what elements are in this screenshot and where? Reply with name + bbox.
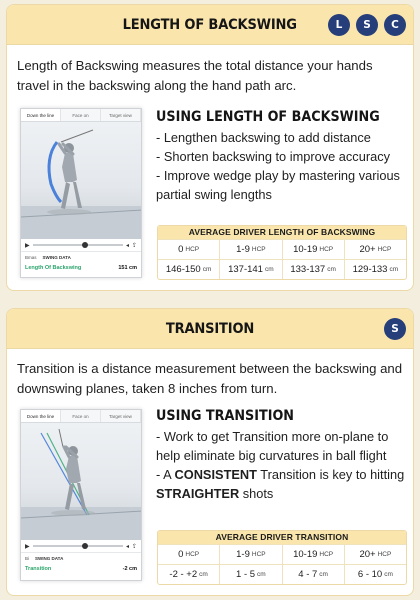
usage-heading: USING LENGTH OF BACKSWING bbox=[156, 109, 380, 125]
table-cell: 10-19 HCP bbox=[283, 240, 345, 259]
transition-card bbox=[6, 308, 414, 596]
frame-icon[interactable]: ◂ bbox=[125, 543, 129, 550]
intro-text: Transition is a distance measurement between the backswing and downswing planes, taken 8 inches from turn. bbox=[17, 361, 403, 396]
scrub-handle[interactable] bbox=[82, 242, 88, 248]
tab-target-view[interactable]: Target view bbox=[101, 410, 141, 422]
golfer-figure bbox=[21, 423, 142, 540]
intro-text: Length of Backswing measures the total distance your hands travel in the backswing along the hand path arc. bbox=[17, 58, 373, 93]
average-table bbox=[157, 225, 407, 280]
metric-value: 151 cm bbox=[118, 265, 137, 271]
badge-c: C bbox=[384, 14, 406, 36]
backswing-plane-line bbox=[41, 433, 87, 515]
metric-row[interactable] bbox=[25, 566, 137, 572]
table-cell: -2 - +2 cm bbox=[158, 565, 220, 584]
table-header-row bbox=[158, 544, 406, 564]
play-icon[interactable]: ▶ bbox=[25, 242, 30, 249]
usage-block bbox=[156, 408, 407, 503]
table-cell: 20+ HCP bbox=[359, 549, 392, 560]
bullet-item: - Shorten backswing to improve accuracy bbox=[156, 149, 390, 164]
scrub-handle[interactable] bbox=[82, 543, 88, 549]
badge-group bbox=[328, 14, 406, 36]
table-cell: 133-137 cm bbox=[283, 260, 345, 279]
app-screenshot bbox=[20, 108, 142, 278]
bullet-item: - Lengthen backswing to add distance bbox=[156, 130, 371, 145]
tab-face-on[interactable]: Face on bbox=[61, 109, 101, 121]
share-icon[interactable]: ⇪ bbox=[131, 242, 137, 249]
table-cell: 1-9 HCP bbox=[220, 240, 282, 259]
card-header bbox=[7, 309, 413, 349]
tab-face-on[interactable]: Face on bbox=[61, 410, 101, 422]
tab-target-view[interactable]: Target view bbox=[101, 109, 141, 121]
bullet-item: - A CONSISTENT Transition is key to hitting STRAIGHTER shots bbox=[156, 467, 405, 501]
player-label: Bmas bbox=[25, 255, 37, 260]
app-screenshot bbox=[20, 409, 142, 581]
usage-block bbox=[156, 109, 407, 204]
badge-s: S bbox=[384, 318, 406, 340]
golfer-3d-view bbox=[21, 423, 141, 540]
table-title: AVERAGE DRIVER TRANSITION bbox=[158, 531, 406, 544]
badge-s: S bbox=[356, 14, 378, 36]
playback-bar bbox=[21, 239, 141, 251]
tab-down-the-line[interactable]: Down the line bbox=[21, 109, 61, 121]
card-title: LENGTH OF BACKSWING bbox=[122, 16, 298, 33]
table-cell: 0 HCP bbox=[158, 545, 220, 564]
card-header bbox=[7, 5, 413, 45]
hand-path-arc bbox=[49, 142, 61, 202]
length-of-backswing-card bbox=[6, 4, 414, 291]
golfer-3d-view bbox=[21, 122, 141, 239]
table-value-row bbox=[158, 564, 406, 584]
metric-name: Length Of Backswing bbox=[25, 265, 82, 271]
view-tabs bbox=[21, 410, 141, 423]
table-cell: 10-19 HCP bbox=[283, 545, 345, 564]
badge-l: L bbox=[328, 14, 350, 36]
usage-heading: USING TRANSITION bbox=[156, 408, 294, 424]
playback-bar bbox=[21, 540, 141, 552]
table-cell: 137-141 cm bbox=[220, 260, 282, 279]
badge-group bbox=[384, 318, 406, 340]
view-tabs bbox=[21, 109, 141, 122]
metric-value: -2 cm bbox=[122, 566, 137, 572]
player-label: Bi bbox=[25, 556, 30, 561]
table-value-row bbox=[158, 259, 406, 279]
play-icon[interactable]: ▶ bbox=[25, 543, 30, 550]
swing-data-label: SWING DATA bbox=[42, 255, 71, 260]
table-cell: 1-9 HCP bbox=[220, 545, 282, 564]
table-cell: 6 - 10 cm bbox=[357, 569, 393, 580]
usage-bullets bbox=[156, 427, 407, 503]
table-cell: 0 HCP bbox=[158, 240, 220, 259]
bullet-item: - Work to get Transition more on-plane to help eliminate big curvatures in ball flight bbox=[156, 429, 389, 463]
average-table bbox=[157, 530, 407, 585]
table-header-row bbox=[158, 239, 406, 259]
table-cell: 4 - 7 cm bbox=[283, 565, 345, 584]
metric-name: Transition bbox=[25, 566, 52, 572]
usage-bullets bbox=[156, 128, 407, 204]
frame-icon[interactable]: ◂ bbox=[125, 242, 129, 249]
tab-down-the-line[interactable]: Down the line bbox=[21, 410, 61, 422]
table-cell: 129-133 cm bbox=[352, 264, 399, 275]
table-cell: 1 - 5 cm bbox=[220, 565, 282, 584]
scrub-track[interactable] bbox=[33, 244, 123, 246]
table-cell: 20+ HCP bbox=[359, 244, 392, 255]
swing-data-header bbox=[21, 552, 141, 564]
card-title: TRANSITION bbox=[165, 320, 255, 337]
table-title: AVERAGE DRIVER LENGTH OF BACKSWING bbox=[158, 226, 406, 239]
swing-data-header bbox=[21, 251, 141, 263]
bullet-item: - Improve wedge play by mastering various partial swing lengths bbox=[156, 168, 400, 202]
golfer-figure bbox=[21, 122, 142, 239]
metric-row[interactable] bbox=[25, 265, 137, 271]
table-cell: 146-150 cm bbox=[158, 260, 220, 279]
scrub-track[interactable] bbox=[33, 545, 123, 547]
swing-data-label: SWING DATA bbox=[35, 556, 64, 561]
share-icon[interactable]: ⇪ bbox=[131, 543, 137, 550]
